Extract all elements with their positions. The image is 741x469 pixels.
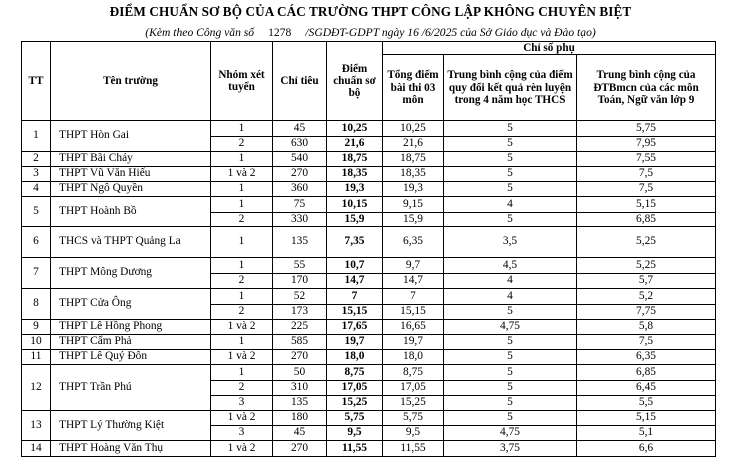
school-name-cell: THPT Bãi Cháy	[51, 151, 211, 166]
tt-cell: 6	[22, 226, 51, 257]
table-body	[22, 121, 716, 456]
group-cell: 1 và 2	[211, 319, 273, 334]
total3-cell: 14,7	[383, 273, 444, 288]
score-cell: 10,25	[327, 121, 383, 137]
total3-cell: 15,9	[383, 212, 444, 226]
quota-cell: 310	[273, 380, 327, 395]
group-cell: 2	[211, 304, 273, 319]
avg-conduct-cell: 5	[444, 410, 577, 425]
score-cell: 15,9	[327, 212, 383, 226]
score-cell: 19,3	[327, 181, 383, 196]
score-cell: 21,6	[327, 137, 383, 151]
avg-conduct-cell: 4,75	[444, 425, 577, 440]
group-cell: 1	[211, 364, 273, 380]
school-name-cell: THPT Lý Thường Kiệt	[51, 410, 211, 440]
avg-math-lit-cell: 5,25	[577, 257, 716, 273]
subtitle-prefix: (Kèm theo Công văn số	[145, 26, 255, 39]
total3-cell: 18,0	[383, 349, 444, 364]
tt-cell: 14	[22, 440, 51, 456]
tt-cell: 9	[22, 319, 51, 334]
avg-math-lit-cell: 5,25	[577, 226, 716, 257]
score-cell: 7,35	[327, 226, 383, 257]
tt-cell: 7	[22, 257, 51, 288]
avg-conduct-cell: 4	[444, 196, 577, 212]
score-cell: 17,05	[327, 380, 383, 395]
group-cell: 2	[211, 212, 273, 226]
quota-cell: 52	[273, 288, 327, 304]
table-row	[22, 151, 716, 166]
quota-cell: 540	[273, 151, 327, 166]
table-row	[22, 440, 716, 456]
group-cell: 1	[211, 151, 273, 166]
avg-math-lit-cell: 6,85	[577, 212, 716, 226]
avg-math-lit-cell: 5,8	[577, 319, 716, 334]
quota-cell: 45	[273, 425, 327, 440]
header-score: Điểm chuẩn sơ bộ	[327, 42, 383, 121]
table-row	[22, 364, 716, 380]
quota-cell: 330	[273, 212, 327, 226]
quota-cell: 270	[273, 349, 327, 364]
tt-cell: 13	[22, 410, 51, 440]
school-name-cell: THPT Lê Quý Đôn	[51, 349, 211, 364]
group-cell: 1	[211, 181, 273, 196]
group-cell: 1 và 2	[211, 410, 273, 425]
cutoff-score-table	[21, 41, 716, 457]
avg-math-lit-cell: 5,1	[577, 425, 716, 440]
header-school: Tên trường	[51, 42, 211, 121]
total3-cell: 9,5	[383, 425, 444, 440]
header-total-3-subjects: Tổng điểm bài thi 03 môn	[383, 55, 444, 121]
total3-cell: 9,15	[383, 196, 444, 212]
header-avg-math-literature: Trung bình cộng của ĐTBmcn của các môn Toán, Ngữ văn lớp 9	[577, 55, 716, 121]
quota-cell: 55	[273, 257, 327, 273]
total3-cell: 17,05	[383, 380, 444, 395]
avg-math-lit-cell: 7,5	[577, 181, 716, 196]
group-cell: 1 và 2	[211, 440, 273, 456]
quota-cell: 50	[273, 364, 327, 380]
quota-cell: 135	[273, 226, 327, 257]
avg-conduct-cell: 4,75	[444, 319, 577, 334]
avg-math-lit-cell: 5,2	[577, 288, 716, 304]
avg-math-lit-cell: 6,6	[577, 440, 716, 456]
group-cell: 2	[211, 137, 273, 151]
quota-cell: 170	[273, 273, 327, 288]
score-cell: 7	[327, 288, 383, 304]
total3-cell: 18,75	[383, 151, 444, 166]
avg-conduct-cell: 5	[444, 166, 577, 181]
tt-cell: 12	[22, 364, 51, 410]
group-cell: 3	[211, 425, 273, 440]
school-name-cell: THPT Trần Phú	[51, 364, 211, 410]
tt-cell: 3	[22, 166, 51, 181]
avg-math-lit-cell: 5,7	[577, 273, 716, 288]
school-name-cell: THCS và THPT Quảng La	[51, 226, 211, 257]
quota-cell: 173	[273, 304, 327, 319]
group-cell: 1	[211, 288, 273, 304]
total3-cell: 19,3	[383, 181, 444, 196]
quota-cell: 585	[273, 334, 327, 349]
avg-conduct-cell: 5	[444, 212, 577, 226]
total3-cell: 8,75	[383, 364, 444, 380]
header-group: Nhóm xét tuyển	[211, 42, 273, 121]
group-cell: 1 và 2	[211, 166, 273, 181]
avg-math-lit-cell: 5,5	[577, 395, 716, 410]
table-row	[22, 410, 716, 425]
avg-math-lit-cell: 5,75	[577, 121, 716, 137]
score-cell: 11,55	[327, 440, 383, 456]
avg-conduct-cell: 4	[444, 273, 577, 288]
table-row	[22, 288, 716, 304]
avg-conduct-cell: 5	[444, 334, 577, 349]
score-cell: 15,15	[327, 304, 383, 319]
group-cell: 3	[211, 395, 273, 410]
avg-conduct-cell: 4,5	[444, 257, 577, 273]
header-sub-indices: Chỉ số phụ	[383, 42, 716, 55]
score-cell: 18,35	[327, 166, 383, 181]
total3-cell: 9,7	[383, 257, 444, 273]
tt-cell: 2	[22, 151, 51, 166]
score-cell: 5,75	[327, 410, 383, 425]
quota-cell: 135	[273, 395, 327, 410]
avg-conduct-cell: 4	[444, 288, 577, 304]
avg-math-lit-cell: 6,35	[577, 349, 716, 364]
quota-cell: 45	[273, 121, 327, 137]
header-avg-conduct: Trung bình cộng của điểm quy đổi kết quả rèn luyện trong 4 năm học THCS	[444, 55, 577, 121]
document-title: ĐIỂM CHUẨN SƠ BỘ CỦA CÁC TRƯỜNG THPT CÔNG LẬP KHÔNG CHUYÊN BIỆT	[109, 4, 632, 19]
total3-cell: 18,35	[383, 166, 444, 181]
table-row	[22, 257, 716, 273]
dispatch-number: 1278	[268, 26, 292, 39]
school-name-cell: THPT Vũ Văn Hiếu	[51, 166, 211, 181]
avg-math-lit-cell: 7,5	[577, 166, 716, 181]
group-cell: 1	[211, 196, 273, 212]
score-cell: 19,7	[327, 334, 383, 349]
header-quota: Chỉ tiêu	[273, 42, 327, 121]
document-subtitle	[0, 26, 741, 39]
avg-conduct-cell: 5	[444, 364, 577, 380]
tt-cell: 8	[22, 288, 51, 319]
avg-math-lit-cell: 7,55	[577, 151, 716, 166]
school-name-cell: THPT Ngô Quyền	[51, 181, 211, 196]
avg-math-lit-cell: 6,45	[577, 380, 716, 395]
avg-conduct-cell: 3,75	[444, 440, 577, 456]
tt-cell: 11	[22, 349, 51, 364]
avg-conduct-cell: 5	[444, 151, 577, 166]
score-cell: 18,0	[327, 349, 383, 364]
table-row	[22, 181, 716, 196]
table-row	[22, 349, 716, 364]
avg-conduct-cell: 5	[444, 304, 577, 319]
score-cell: 15,25	[327, 395, 383, 410]
avg-math-lit-cell: 7,75	[577, 304, 716, 319]
quota-cell: 270	[273, 166, 327, 181]
total3-cell: 19,7	[383, 334, 444, 349]
group-cell: 1	[211, 334, 273, 349]
school-name-cell: THPT Lê Hồng Phong	[51, 319, 211, 334]
score-cell: 10,15	[327, 196, 383, 212]
score-cell: 17,65	[327, 319, 383, 334]
quota-cell: 225	[273, 319, 327, 334]
group-cell: 1	[211, 121, 273, 137]
group-cell: 1	[211, 226, 273, 257]
quota-cell: 630	[273, 137, 327, 151]
school-name-cell: THPT Hoành Bồ	[51, 196, 211, 226]
table-row	[22, 196, 716, 212]
avg-conduct-cell: 5	[444, 349, 577, 364]
avg-math-lit-cell: 7,5	[577, 334, 716, 349]
tt-cell: 10	[22, 334, 51, 349]
table-row	[22, 226, 716, 257]
school-name-cell: THPT Cẩm Phả	[51, 334, 211, 349]
quota-cell: 270	[273, 440, 327, 456]
tt-cell: 5	[22, 196, 51, 226]
subtitle-suffix: /SGDĐT-GDPT ngày 16 /6/2025 của Sở Giáo dục và Đào tạo)	[305, 26, 596, 39]
group-cell: 2	[211, 273, 273, 288]
total3-cell: 5,75	[383, 410, 444, 425]
total3-cell: 16,65	[383, 319, 444, 334]
school-name-cell: THPT Hoàng Văn Thụ	[51, 440, 211, 456]
score-cell: 18,75	[327, 151, 383, 166]
school-name-cell: THPT Mông Dương	[51, 257, 211, 288]
total3-cell: 15,15	[383, 304, 444, 319]
total3-cell: 7	[383, 288, 444, 304]
quota-cell: 75	[273, 196, 327, 212]
avg-conduct-cell: 3,5	[444, 226, 577, 257]
score-cell: 10,7	[327, 257, 383, 273]
table-row	[22, 319, 716, 334]
avg-conduct-cell: 5	[444, 395, 577, 410]
avg-conduct-cell: 5	[444, 380, 577, 395]
table-row	[22, 334, 716, 349]
group-cell: 1 và 2	[211, 349, 273, 364]
total3-cell: 6,35	[383, 226, 444, 257]
avg-math-lit-cell: 5,15	[577, 196, 716, 212]
school-name-cell: THPT Cửa Ông	[51, 288, 211, 319]
score-cell: 9,5	[327, 425, 383, 440]
avg-conduct-cell: 5	[444, 181, 577, 196]
score-cell: 8,75	[327, 364, 383, 380]
avg-math-lit-cell: 6,85	[577, 364, 716, 380]
total3-cell: 10,25	[383, 121, 444, 137]
quota-cell: 180	[273, 410, 327, 425]
avg-conduct-cell: 5	[444, 137, 577, 151]
total3-cell: 21,6	[383, 137, 444, 151]
avg-math-lit-cell: 5,15	[577, 410, 716, 425]
total3-cell: 11,55	[383, 440, 444, 456]
quota-cell: 360	[273, 181, 327, 196]
table-row	[22, 166, 716, 181]
avg-conduct-cell: 5	[444, 121, 577, 137]
total3-cell: 15,25	[383, 395, 444, 410]
score-cell: 14,7	[327, 273, 383, 288]
table-row	[22, 121, 716, 137]
header-tt: TT	[22, 42, 51, 121]
group-cell: 1	[211, 257, 273, 273]
avg-math-lit-cell: 7,95	[577, 137, 716, 151]
tt-cell: 4	[22, 181, 51, 196]
school-name-cell: THPT Hòn Gai	[51, 121, 211, 151]
group-cell: 2	[211, 380, 273, 395]
tt-cell: 1	[22, 121, 51, 151]
